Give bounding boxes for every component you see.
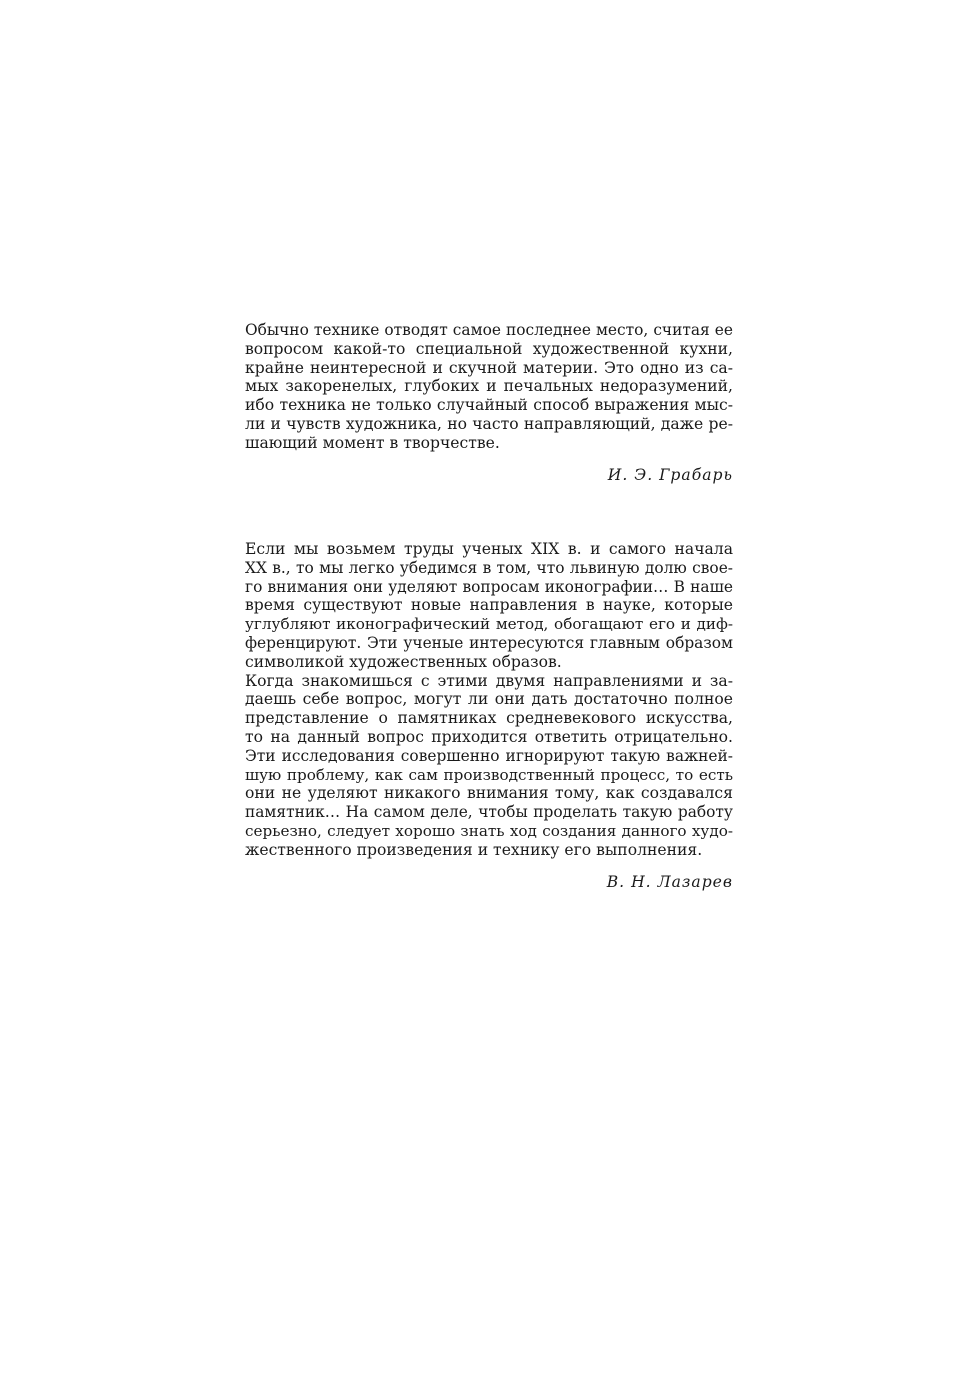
epigraph-line: Если мы возьмем труды ученых XIX в. и самого начала (245, 540, 733, 558)
epigraph-line: то на данный вопрос приходится ответить отрицательно. (245, 727, 733, 746)
epigraph-line: Эти исследования совершенно игнорируют такую важней- (245, 746, 733, 765)
epigraph-line: мых закоренелых, глубоких и печальных недоразумений, (245, 377, 733, 396)
epigraph-line: шающий момент в творчестве. (245, 433, 500, 452)
epigraph-grabar (245, 321, 733, 484)
epigraph-line: ли и чувств художника, но часто направляющий, даже ре- (245, 414, 733, 433)
epigraph-line: ференцируют. Эти ученые интересуются главным образом (245, 633, 733, 652)
epigraph-line: жественного произведения и технику его выполнения. (245, 840, 703, 859)
epigraph-line: они не уделяют никакого внимания тому, как создавался (245, 784, 733, 803)
epigraph-line: время существуют новые направления в науке, которые (245, 596, 733, 615)
epigraph-line: даешь себе вопрос, могут ли они дать достаточно полное (245, 690, 733, 709)
epigraph-author: И. Э. Грабарь (607, 465, 733, 484)
epigraph-line: XX в., то мы легко убедимся в том, что львиную долю свое- (245, 558, 733, 577)
epigraph-line: шую проблему, как сам производственный процесс, то есть (245, 765, 733, 784)
epigraph-line: го внимания они уделяют вопросам иконографии… В наше (245, 577, 733, 596)
epigraph-line: памятник… На самом деле, чтобы проделать такую работу (245, 803, 733, 822)
epigraph-lazarev (245, 540, 733, 891)
epigraph-author: В. Н. Лазарев (606, 872, 733, 891)
epigraph-line: Когда знакомишься с этими двумя направлениями и за- (245, 671, 733, 690)
epigraph-line: представление о памятниках средневекового искусства, (245, 709, 733, 728)
epigraph-line: ибо техника не только случайный способ выражения мыс- (245, 396, 733, 415)
epigraph-line: символикой художественных образов. (245, 652, 562, 671)
epigraph-line: серьезно, следует хорошо знать ход создания данного худо- (245, 821, 733, 840)
epigraph-line: вопросом какой-то специальной художественной кухни, (245, 339, 733, 358)
epigraph-line: крайне неинтересной и скучной материи. Это одно из са- (245, 358, 733, 377)
epigraph-line: Обычно технике отводят самое последнее место, считая ее (245, 321, 733, 339)
epigraph-line: углубляют иконографический метод, обогащают его и диф- (245, 615, 733, 634)
